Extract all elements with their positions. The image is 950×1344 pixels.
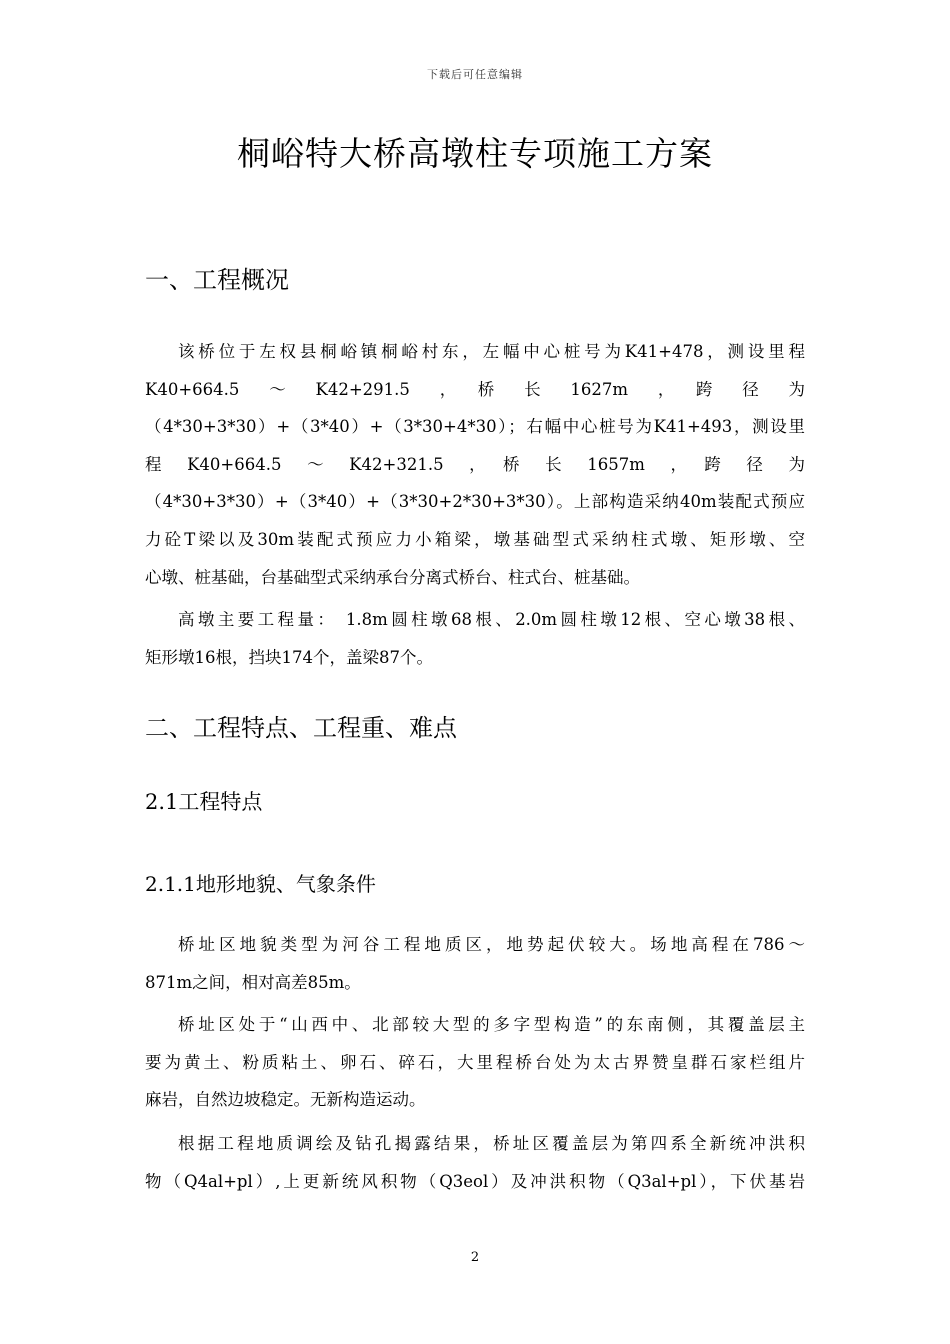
subsection-heading-2-1-1: 2.1.1地形地貌、气象条件 xyxy=(145,872,376,896)
page-number: 2 xyxy=(470,1250,480,1265)
text-line: 要为黄土、粉质粘土、卵石、碎石，大里程桥台处为太古界赞皇群石家栏组片 xyxy=(145,1052,805,1072)
text-line: 桥址区处于“山西中、北部较大型的多字型构造”的东南侧，其覆盖层主 xyxy=(178,1015,805,1034)
subsection-heading-2-1: 2.1工程特点 xyxy=(145,790,263,814)
text-line: 桥址区地貌类型为河谷工程地质区，地势起伏较大。场地高程在786～ xyxy=(178,935,805,954)
terrain-paragraph-1 xyxy=(145,926,805,1001)
terrain-paragraph-2 xyxy=(145,1006,805,1119)
text-line: （4*30+3*30）+（3*40）+（3*30+4*30）；右幅中心桩号为K41+493，测设里 xyxy=(145,417,805,437)
text-line: 根据工程地质调绘及钻孔揭露结果，桥址区覆盖层为第四系全新统冲洪积 xyxy=(178,1134,805,1153)
text-line: （4*30+3*30）+（3*40）+（3*30+2*30+3*30）。上部构造采纳40m装配式预应 xyxy=(145,492,805,512)
text-line: 该桥位于左权县桐峪镇桐峪村东，左幅中心桩号为K41+478，测设里程 xyxy=(178,342,805,361)
overview-paragraph-2 xyxy=(145,601,805,676)
document-title: 桐峪特大桥高墩柱专项施工方案 xyxy=(237,134,713,173)
overview-paragraph-1 xyxy=(145,333,805,596)
terrain-paragraph-3 xyxy=(145,1125,805,1200)
text-line: 麻岩，自然边坡稳定。无新构造运动。 xyxy=(145,1090,426,1110)
text-line: 力砼T梁以及30m装配式预应力小箱梁，墩基础型式采纳柱式墩、矩形墩、空 xyxy=(145,529,805,549)
text-line: 矩形墩16根，挡块174个，盖梁87个。 xyxy=(145,647,433,667)
text-line: K40+664.5 ～ K42+291.5 ， 桥 长 1627m ， 跨 径 为 xyxy=(145,379,805,399)
section-heading-overview: 一、工程概况 xyxy=(145,266,289,294)
section-heading-features: 二、工程特点、工程重、难点 xyxy=(145,714,457,742)
text-line: 高墩主要工程量： 1.8m圆柱墩68根、2.0m圆柱墩12根、空心墩38根、 xyxy=(178,610,805,629)
header-note: 下载后可任意编辑 xyxy=(427,68,523,81)
text-line: 心墩、桩基础，台基础型式采纳承台分离式桥台、柱式台、桩基础。 xyxy=(145,567,640,587)
text-line: 871m之间，相对高差85m。 xyxy=(145,972,361,992)
text-line: 物（Q4al+pl）,上更新统风积物（Q3eol）及冲洪积物（Q3al+pl），下伏基岩 xyxy=(145,1171,805,1191)
text-line: 程 K40+664.5 ～ K42+321.5 ， 桥 长 1657m ， 跨 径 为 xyxy=(145,454,805,474)
